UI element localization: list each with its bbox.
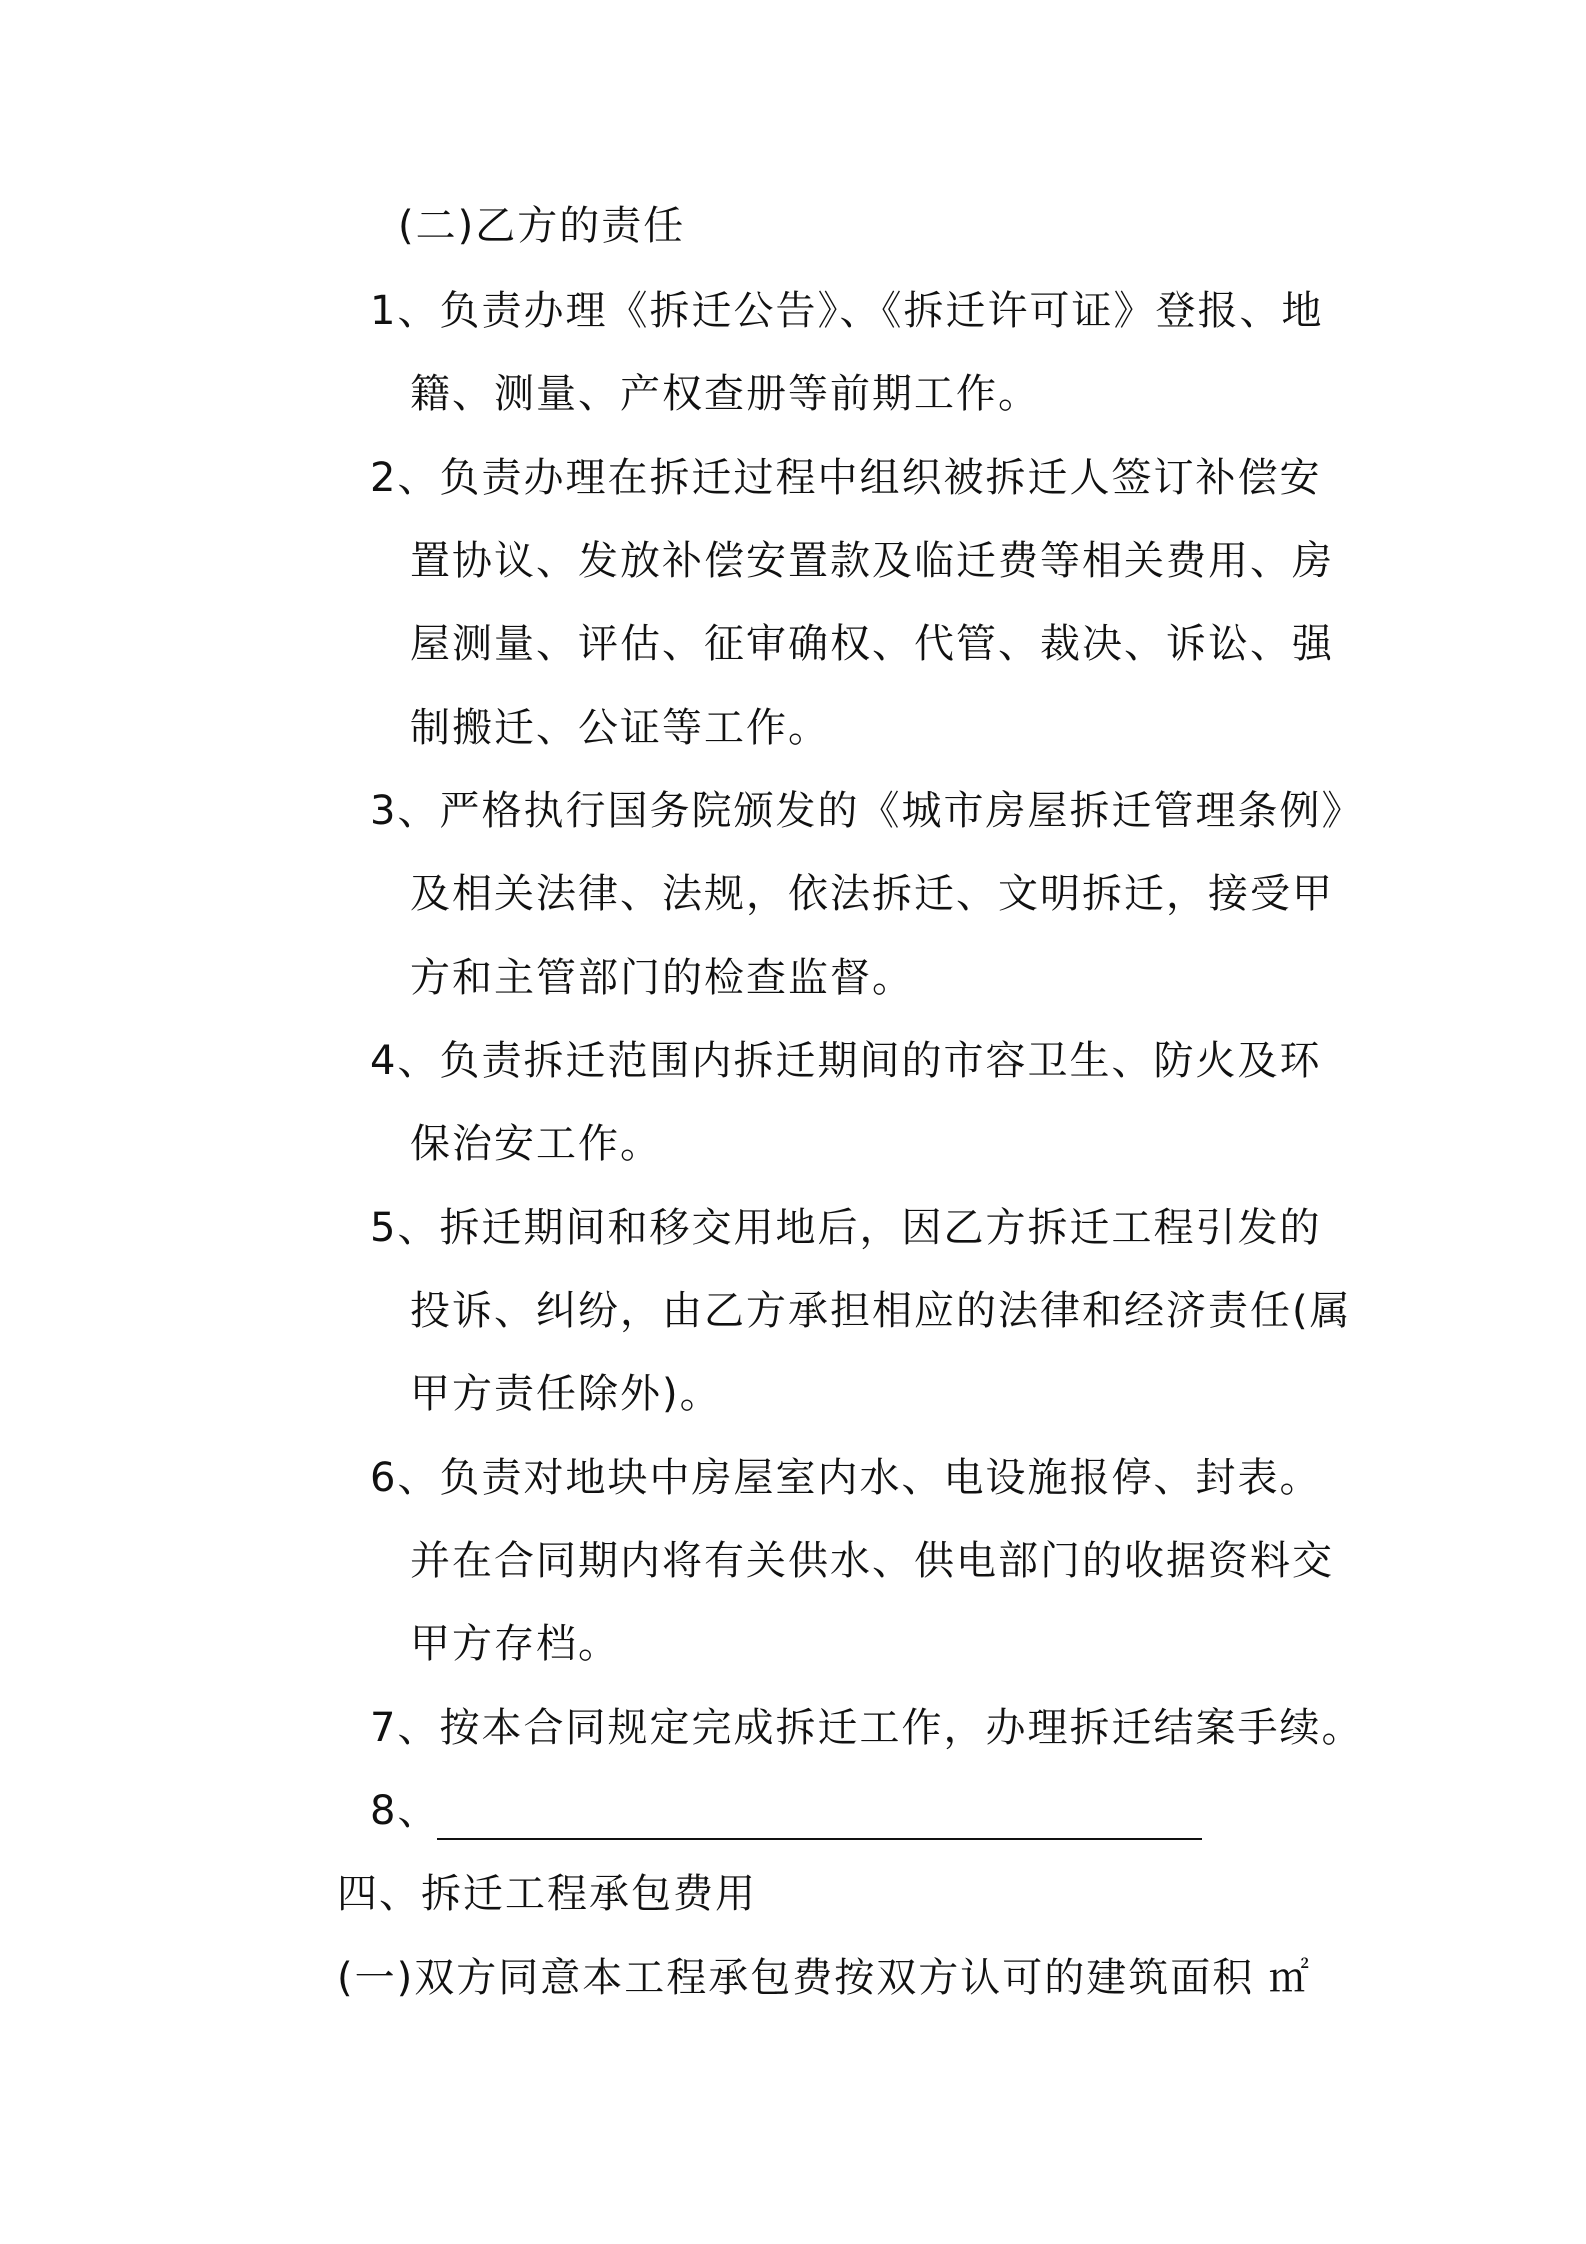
item-5-line-2: 投诉、纠纷，由乙方承担相应的法律和经济责任(属 (410, 1288, 1352, 1334)
section-four-clause-1: (一)双方同意本工程承包费按双方认可的建筑面积 ㎡ (337, 1955, 1311, 2001)
item-1-line-2: 籍、测量、产权查册等前期工作。 (410, 371, 1040, 417)
item-7-line-1: 7、按本合同规定完成拆迁工作，办理拆迁结案手续。 (370, 1705, 1364, 1751)
item-4-line-1: 4、负责拆迁范围内拆迁期间的市容卫生、防火及环 (370, 1038, 1322, 1084)
item-6-line-3: 甲方存档。 (410, 1621, 620, 1667)
item-3-line-2: 及相关法律、法规，依法拆迁、文明拆迁，接受甲 (410, 871, 1334, 917)
item-3-line-1: 3、严格执行国务院颁发的《城市房屋拆迁管理条例》 (370, 788, 1364, 834)
item-5-line-1: 5、拆迁期间和移交用地后，因乙方拆迁工程引发的 (370, 1205, 1322, 1251)
item-2-line-2: 置协议、发放补偿安置款及临迁费等相关费用、房 (410, 538, 1334, 584)
item-4-line-2: 保治安工作。 (410, 1121, 662, 1167)
item-6-line-2: 并在合同期内将有关供水、供电部门的收据资料交 (410, 1538, 1334, 1584)
item-2-line-3: 屋测量、评估、征审确权、代管、裁决、诉讼、强 (410, 621, 1334, 667)
item-2-line-1: 2、负责办理在拆迁过程中组织被拆迁人签订补偿安 (370, 455, 1322, 501)
item-3-line-3: 方和主管部门的检查监督。 (410, 955, 914, 1001)
item-2-line-4: 制搬迁、公证等工作。 (410, 705, 830, 751)
section-heading-party-b-responsibilities: (二)乙方的责任 (398, 203, 686, 249)
item-5-line-3: 甲方责任除外)。 (410, 1371, 722, 1417)
section-four-heading: 四、拆迁工程承包费用 (337, 1871, 757, 1917)
item-1-line-1: 1、负责办理《拆迁公告》、《拆迁许可证》登报、地 (370, 288, 1324, 334)
item-8-blank-line (437, 1838, 1202, 1840)
item-8-label: 8、 (370, 1788, 440, 1834)
item-6-line-1: 6、负责对地块中房屋室内水、电设施报停、封表。 (370, 1455, 1322, 1501)
